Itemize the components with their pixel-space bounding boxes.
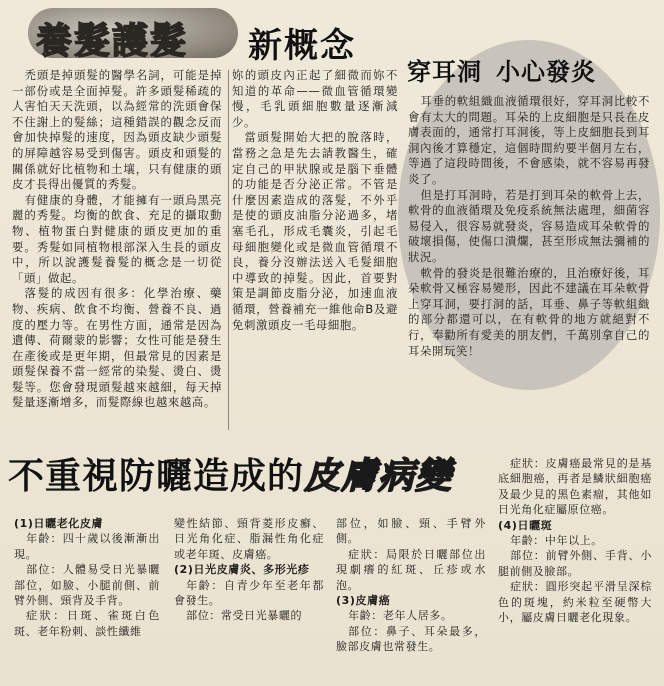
subheading: (1)日曬老化皮膚 (14, 517, 104, 530)
paragraph: 部位：前臂外側、手背、小腿前側及臉部。 (498, 549, 652, 578)
paragraph: 症狀：日斑、雀斑白色斑、老年粉刺、談性纖維 (14, 609, 160, 638)
skin-article-column-2 (174, 516, 324, 624)
sun-title-part-a: 不重視防曬造成的 (8, 456, 305, 497)
paragraph: 部位：人體易受日光暴曬部位，如臉、小腿前側、前臂外側、頸背及手背。 (14, 563, 160, 608)
column-divider (228, 70, 229, 430)
hair-care-title-badge (28, 8, 238, 62)
paragraph: 當頭髮開始大把的脫落時，當務之急是先去請教醫生，確定自己的甲狀腺或是腦下垂體的功能是否分泌正常。不管是什麼因素造成的落髮，不外乎是使的頭皮油脂分泌過多，堵塞毛孔，形成毛囊炎，引起毛母細胞變化或是微血管循環不良，養分沒辦法送入毛髮細胞中導致的掉髮。因此，首要對策是調節皮脂分泌，加速血液循環，營養補充一維他命B及避免刺激頭皮一毛母細胞。 (232, 130, 398, 332)
hair-article-column-1 (12, 68, 222, 411)
ear-title-part-b: 小心發炎 (496, 58, 596, 86)
paragraph: 軟骨的發炎是很難治療的，且治療好後，耳朵軟骨又極容易變形，因此不建議在耳朵軟骨上穿耳洞，要打洞的話，耳垂、鼻子等軟組織的部分都還可以，在有軟骨的地方就絕對不行，奉勸所有愛美的朋友們，千萬別拿自己的耳朵開玩笑！ (408, 265, 650, 358)
paragraph: 年齡：四十歲以後漸漸出現。 (14, 532, 160, 561)
subheading: (4)日曬斑 (498, 518, 553, 532)
paragraph: 禿頭是掉頭髮的醫學名詞，可能是掉一部份或是全面掉髮。許多頭髮稀疏的人害怕天天洗頭，以為經常的洗頭會保不住謝上的髮絲；這種錯誤的觀念反而會加快掉髮的速度，因為頭皮缺少頭髮的屏障越容易受到傷害。頭皮和頭髮的關係就好比植物和土壤，只有健康的頭皮才長得出優質的秀髮。 (12, 68, 222, 192)
ear-title-part-a: 穿耳洞 (407, 58, 482, 86)
paragraph: 年齡：老年人居多。 (348, 609, 453, 623)
paragraph: 落髮的成因有很多：化學治療、藥物、疾病、飲食不均衡、營養不良、過度的壓力等。在男性方面，通常是因為遺傳、荷爾蒙的影響；女性可能是發生在產後或是更年期，但最常見的因素是頭髮保養不當一經常的染髮、燙白、燙髮等。您會發現頭髮越來越細，每天掉髮量逐漸增多，而髮際線也越來越高。 (12, 286, 222, 410)
paragraph: 症狀：局限於日曬部位出現劇癢的紅斑、丘疹或水泡。 (336, 547, 486, 592)
paragraph: 但是打耳洞時，若是打到耳朵的軟骨上去，軟骨的血液循環及免疫系統無法處理，細菌容易侵入，很容易就發炎，容易造成耳朵軟骨的破壞損傷，使傷口潰爛，甚至形成無法彌補的狀況。 (408, 187, 650, 264)
paragraph: 部位，如臉、頸、手臂外側。 (336, 517, 486, 546)
paragraph: 妳的頭皮內正起了細微而妳不知道的革命——微血管循環變慢，毛乳頭細胞數量逐漸減少。 (232, 68, 398, 129)
paragraph: 年齡：自青少年至老年都會發生。 (174, 578, 324, 608)
subheading: (2)日光皮膚炎、多形光疹 (174, 563, 310, 577)
paragraph: 症狀：皮膚癌最常見的是基底細胞癌，再者是鱗狀細胞癌及最少見的黑色素瘤，其他如日光角化症屬原位癌。 (498, 457, 652, 517)
paragraph: 部位：常受日光暴曬的 (186, 609, 303, 623)
paragraph: 部位：鼻子、耳朵最多，臉部皮膚也常發生。 (336, 624, 486, 654)
skin-article-column-4 (498, 456, 652, 625)
sun-title-part-b: 皮膚病變 (304, 455, 453, 497)
paragraph: 年齡：中年以上。 (510, 534, 603, 548)
paragraph: 症狀：圓形突起平滑呈深棕色的斑塊，約米粒至硬幣大小，屬皮膚日曬老化現象。 (498, 580, 652, 625)
hair-article-column-2 (232, 68, 398, 333)
sun-damage-title (8, 448, 452, 499)
skin-article-column-1 (14, 516, 160, 639)
skin-article-column-3 (336, 516, 486, 655)
ear-piercing-title (407, 52, 596, 87)
new-concept-title: 新概念 (248, 26, 356, 66)
subheading: (3)皮膚癌 (336, 594, 391, 608)
paragraph: 變性結節、頸背菱形皮癬、日光角化症、脂漏性角化症或老年斑、皮膚癌。 (174, 517, 324, 561)
paragraph: 有健康的身體，才能擁有一頭烏黑亮麗的秀髮。均衡的飲食、充足的攝取動物、植物蛋白對健康的頭皮更加的重要。秀髮如同植物根部深入生長的頭皮中，所以說護髮養髮的概念是一切從「頭」做起。 (12, 192, 222, 285)
hair-care-title: 養髮護髮 (36, 20, 189, 62)
ear-article-column (408, 94, 650, 359)
paragraph: 耳垂的軟組織血液循環很好，穿耳洞比較不會有太大的問題。耳朵的上皮細胞是只長在皮膚表面的，通常打耳洞後，等上皮細胞長到耳洞內後才算穩定，這個時間約要半個月左右，等過了這段時間後，不會感染，就不容易再發炎了。 (408, 94, 650, 186)
